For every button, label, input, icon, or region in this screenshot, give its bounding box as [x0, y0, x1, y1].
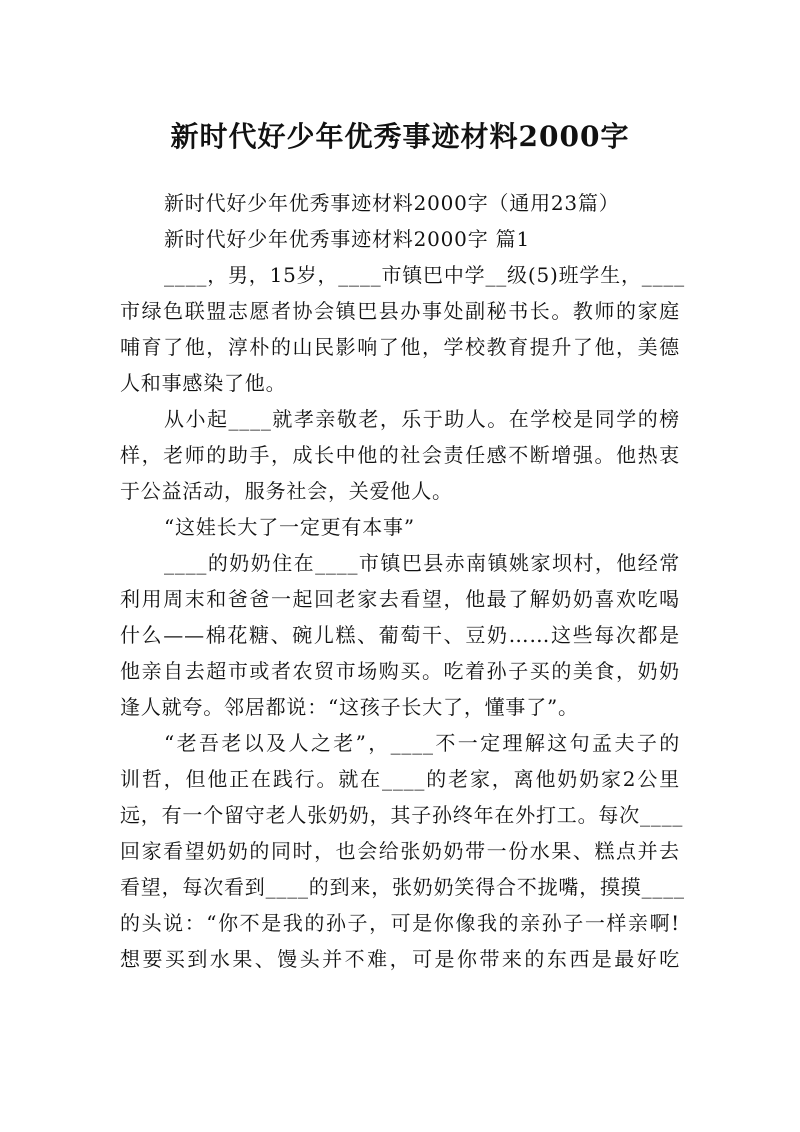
- paragraph-4-line-2: 利用周末和爸爸一起回老家去看望，他最了解奶奶喜欢吃喝: [120, 587, 680, 611]
- paragraph-4-line-4: 他亲自去超市或者农贸市场购买。吃着孙子买的美食，奶奶: [120, 659, 680, 683]
- paragraph-1-line-3: 哺育了他，淳朴的山民影响了他，学校教育提升了他，美德: [120, 335, 680, 359]
- paragraph-5-line-3: 远，有一个留守老人张奶奶，其子孙终年在外打工。每次____: [120, 803, 684, 827]
- document-body: [120, 185, 685, 977]
- paragraph-5: [120, 725, 685, 977]
- paragraph-5-line-7: 想要买到水果、馒头并不难，可是你带来的东西是最好吃: [120, 947, 680, 971]
- paragraph-4: [120, 545, 680, 725]
- paragraph-1: [120, 257, 685, 401]
- paragraph-5-line-1: “老吾老以及人之老”，____不一定理解这句孟夫子的: [164, 731, 680, 755]
- paragraph-5-line-6: 的头说：“你不是我的孙子，可是你像我的亲孙子一样亲啊!: [120, 911, 680, 935]
- paragraph-1-line-4: 人和事感染了他。: [120, 371, 287, 395]
- paragraph-2: [120, 401, 680, 509]
- paragraph-3-line-1: “这娃长大了一定更有本事”: [164, 515, 415, 539]
- paragraph-1-line-1: ____，男，15岁，____市镇巴中学__级(5)班学生，____: [164, 263, 685, 287]
- paragraph-1-line-2: 市绿色联盟志愿者协会镇巴县办事处副秘书长。教师的家庭: [120, 299, 680, 323]
- paragraph-5-line-2: 训哲，但他正在践行。就在____的老家，离他奶奶家2公里: [120, 767, 680, 791]
- paragraph-4-line-5: 逢人就夸。邻居都说：“这孩子长大了，懂事了”。: [120, 695, 579, 719]
- paragraph-5-line-5: 看望，每次看到____的到来，张奶奶笑得合不拢嘴，摸摸____: [120, 875, 685, 899]
- paragraph-2-line-1: 从小起____就孝亲敬老，乐于助人。在学校是同学的榜: [164, 407, 680, 431]
- paragraph-4-line-3: 什么——棉花糖、碗儿糕、葡萄干、豆奶……这些每次都是: [120, 623, 680, 647]
- document-subtitle: 新时代好少年优秀事迹材料2000字（通用23篇）: [164, 191, 620, 215]
- paragraph-5-line-4: 回家看望奶奶的同时，也会给张奶奶带一份水果、糕点并去: [120, 839, 680, 863]
- section-heading: 新时代好少年优秀事迹材料2000字 篇1: [164, 227, 530, 251]
- paragraph-4-line-1: ____的奶奶住在____市镇巴县赤南镇姚家坝村，他经常: [164, 551, 680, 575]
- paragraph-3: [120, 509, 680, 545]
- document-title: 新时代好少年优秀事迹材料2000字: [170, 119, 630, 153]
- paragraph-2-line-3: 于公益活动，服务社会，关爱他人。: [120, 479, 453, 503]
- paragraph-2-line-2: 样，老师的助手，成长中他的社会责任感不断增强。他热衷: [120, 443, 680, 467]
